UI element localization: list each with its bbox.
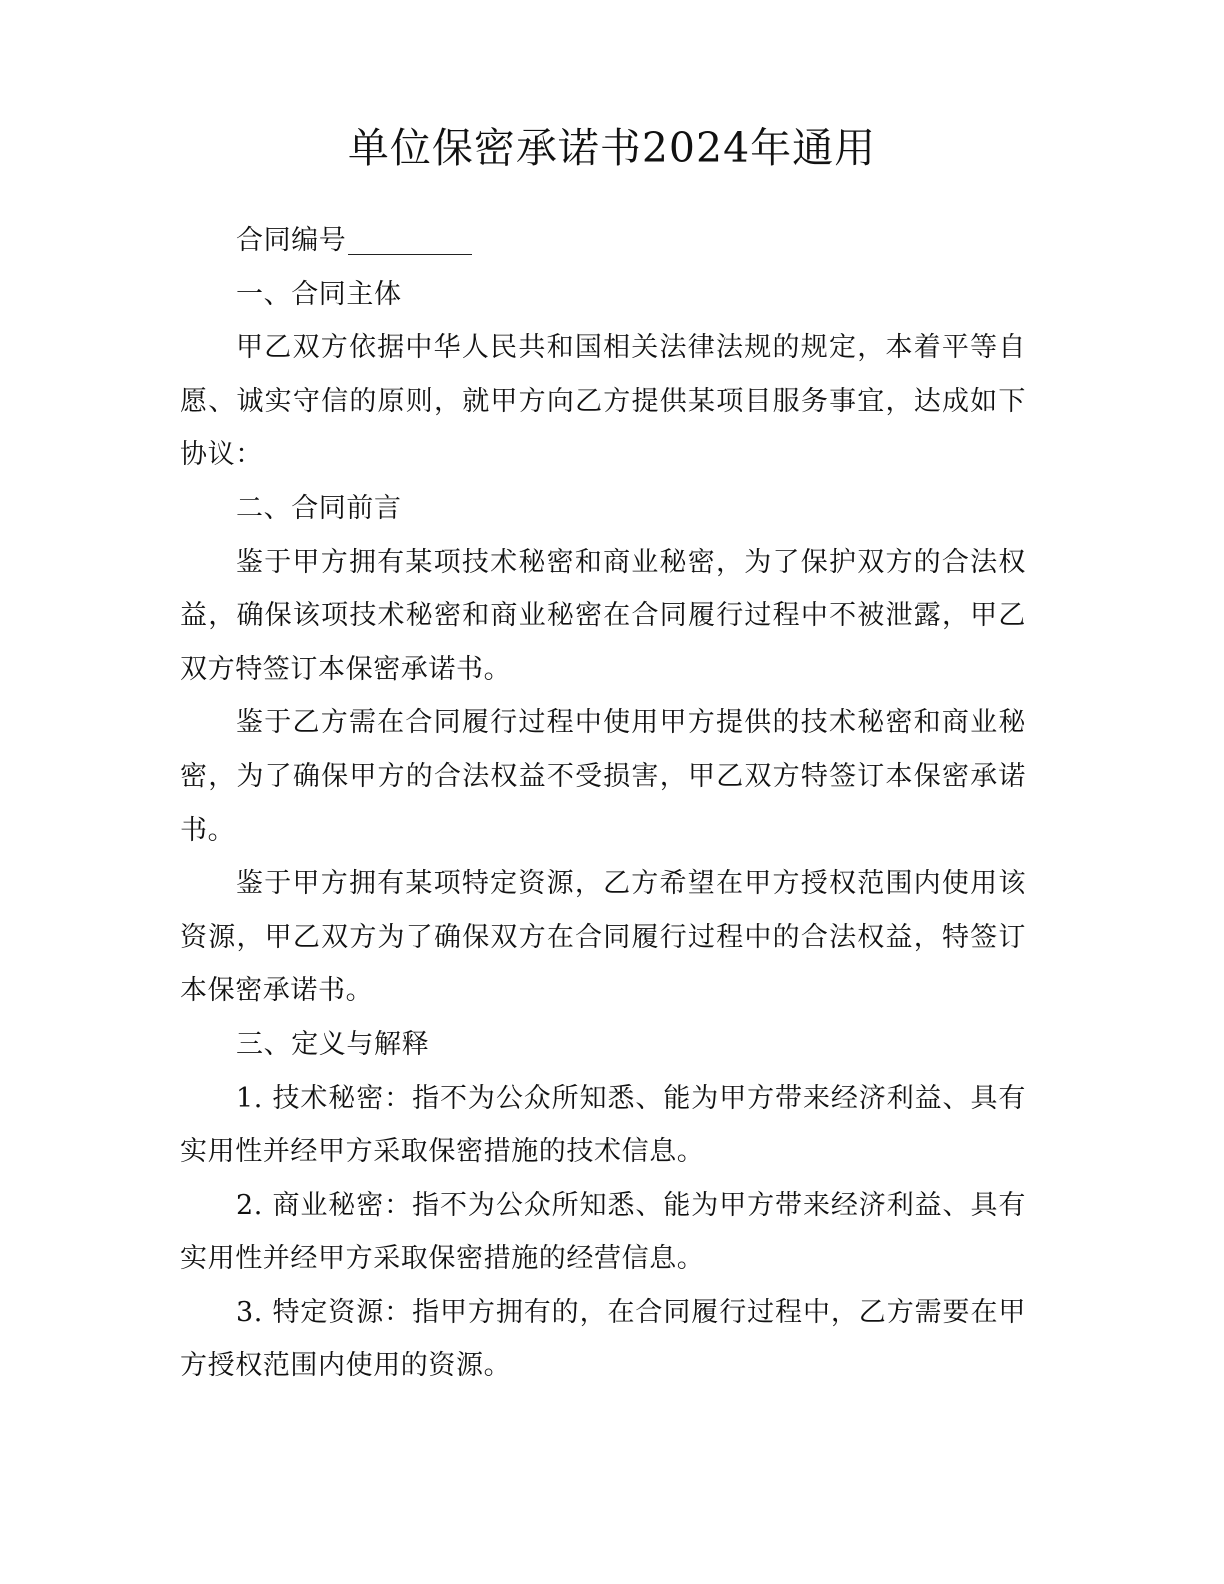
contract-number-line	[180, 214, 1026, 268]
definition-technical-secret: 1. 技术秘密：指不为公众所知悉、能为甲方带来经济利益、具有实用性并经甲方采取保密措施的技术信息。	[180, 1082, 1026, 1168]
definition-trade-secret: 2. 商业秘密：指不为公众所知悉、能为甲方带来经济利益、具有实用性并经甲方采取保密措施的经营信息。	[180, 1189, 1026, 1275]
contract-number-blank	[348, 224, 472, 255]
paragraph-preamble-3: 鉴于甲方拥有某项特定资源，乙方希望在甲方授权范围内使用该资源，甲乙双方为了确保双方在合同履行过程中的合法权益，特签订本保密承诺书。	[180, 868, 1026, 1007]
section-heading-parties: 一、合同主体	[236, 278, 402, 310]
paragraph-preamble-2: 鉴于乙方需在合同履行过程中使用甲方提供的技术秘密和商业秘密，为了确保甲方的合法权益不受损害，甲乙双方特签订本保密承诺书。	[180, 707, 1026, 846]
definition-specific-resource: 3. 特定资源：指甲方拥有的，在合同履行过程中，乙方需要在甲方授权范围内使用的资源。	[180, 1296, 1026, 1382]
contract-number-label: 合同编号	[236, 225, 347, 256]
section-heading-preamble: 二、合同前言	[236, 492, 402, 524]
section-heading-definitions: 三、定义与解释	[236, 1028, 430, 1060]
paragraph-parties-agreement: 甲乙双方依据中华人民共和国相关法律法规的规定，本着平等自愿、诚实守信的原则，就甲方向乙方提供某项目服务事宜，达成如下协议：	[180, 332, 1026, 471]
document-body	[180, 214, 1026, 1393]
paragraph-preamble-1: 鉴于甲方拥有某项技术秘密和商业秘密，为了保护双方的合法权益，确保该项技术秘密和商业秘密在合同履行过程中不被泄露，甲乙双方特签订本保密承诺书。	[180, 546, 1026, 685]
document-title: 单位保密承诺书2024年通用	[347, 124, 877, 172]
